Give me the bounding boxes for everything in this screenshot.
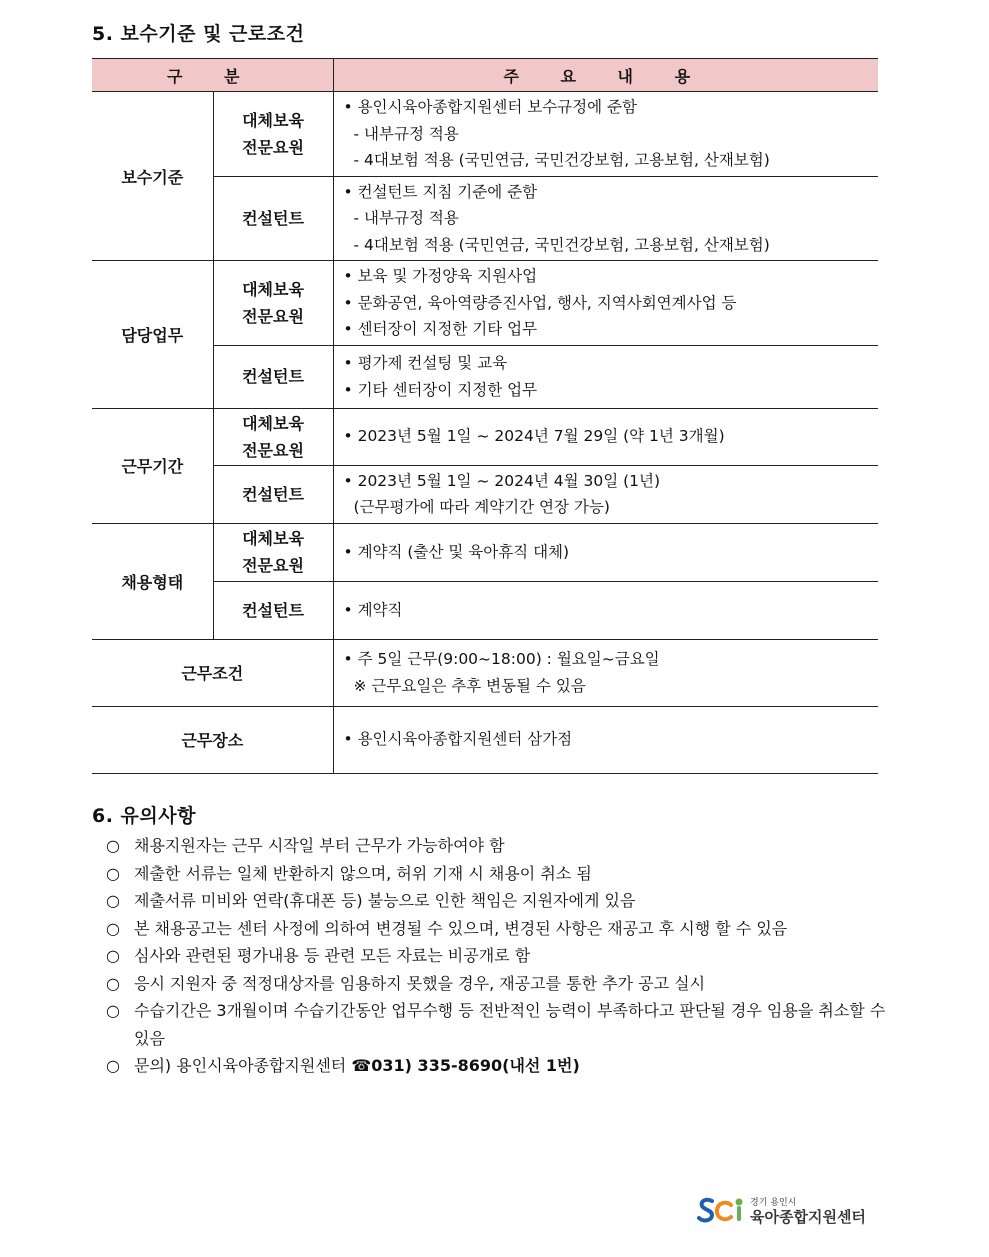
table-row [92,92,878,177]
list-item [106,1052,886,1080]
list-item [106,997,886,1052]
category-pay: 보수기준 [92,92,213,261]
content-line: - 내부규정 적용 [353,209,459,227]
subcategory-label [213,261,333,346]
table-header-row [92,59,878,92]
content-cell [333,581,878,639]
sci-logo-mark-icon [697,1195,749,1225]
contact-note [134,1052,886,1080]
content-line: • 계약직 (출산 및 육아휴직 대체) [343,542,570,561]
content-line: • 2023년 5월 1일 ~ 2024년 4월 30일 (1년) [343,471,661,490]
table-row [92,523,878,581]
circle-bullet-icon: ○ [106,973,120,993]
category-period: 근무기간 [92,408,213,523]
subcategory-text: 대체보육 전문요원 [242,413,304,460]
table-row [92,408,878,465]
subcategory-label: 컨설턴트 [213,345,333,408]
note-text: 채용지원자는 근무 시작일 부터 근무가 가능하여야 함 [134,836,505,855]
content-cell [333,345,878,408]
working-conditions-table [92,58,878,774]
content-line: • 평가제 컨설팅 및 교육 [343,354,508,372]
table-row [92,639,878,706]
logo-subtitle: 경기 용인시 [750,1198,797,1208]
category-duty: 담당업무 [92,261,213,409]
contact-prefix: 문의) 용인시육아종합지원센터 [134,1056,352,1075]
circle-bullet-icon: ○ [106,946,120,965]
note-text: 수습기간은 3개월이며 수습기간동안 업무수행 등 전반적인 능력이 부족하다고 판단될 경우 임용을 취소할 수 있음 [134,1001,886,1048]
circle-bullet-icon: ○ [106,1056,120,1075]
content-line: ※ 근무요일은 추후 변동될 수 있음 [353,676,586,695]
content-line: • 2023년 5월 1일 ~ 2024년 7월 29일 (약 1년 3개월) [343,427,725,446]
list-item [106,860,886,888]
section-6-title: 6. 유의사항 [92,805,196,827]
circle-bullet-icon: ○ [106,891,120,910]
contact-phone: ☎031) 335-8690(내선 1번) [351,1056,580,1075]
circle-bullet-icon: ○ [106,1001,120,1020]
circle-bullet-icon: ○ [106,863,120,883]
content-cell [333,408,878,465]
circle-bullet-icon: ○ [106,918,120,938]
content-line: • 용인시육아종합지원센터 보수규정에 준함 [343,98,637,116]
table-row [92,706,878,773]
content-line: - 4대보험 적용 (국민연금, 국민건강보험, 고용보험, 산재보험) [353,151,770,169]
category-conditions: 근무조건 [92,639,333,706]
content-line: • 보육 및 가정양육 지원사업 [343,267,538,285]
logo-title: 육아종합지원센터 [750,1208,866,1226]
content-line: (근무평가에 따라 계약기간 연장 가능) [353,498,610,516]
content-cell [333,176,878,261]
subcategory-text: 대체보육 전문요원 [242,279,304,326]
content-cell [333,639,878,706]
list-item [106,970,886,998]
category-employment: 채용형태 [92,523,213,639]
content-line: • 주 5일 근무(9:00~18:00) : 월요일~금요일 [343,650,660,668]
center-logo [697,1195,872,1227]
subcategory-label: 컨설턴트 [213,176,333,261]
list-item [106,832,886,860]
list-item [106,887,886,915]
subcategory-text: 대체보육 전문요원 [242,110,304,157]
subcategory-label: 컨설턴트 [213,581,333,639]
content-line: • 용인시육아종합지원센터 삼가점 [343,730,573,749]
subcategory-label: 컨설턴트 [213,465,333,523]
note-text: 본 채용공고는 센터 사정에 의하여 변경될 수 있으며, 변경된 사항은 재공고 후 시행 할 수 있음 [134,918,788,938]
content-line: • 센터장이 지정한 기타 업무 [343,320,538,338]
content-cell [333,465,878,523]
content-cell [333,261,878,346]
subcategory-text: 대체보육 전문요원 [242,529,304,575]
content-line: • 기타 센터장이 지정한 업무 [343,380,538,399]
table-row [92,261,878,346]
header-category: 구 분 [92,59,333,92]
content-line: • 계약직 [343,600,403,619]
content-line: • 문화공연, 육아역량증진사업, 행사, 지역사회연계사업 등 [343,293,737,312]
subcategory-label [213,92,333,177]
note-text: 응시 지원자 중 적정대상자를 임용하지 못했을 경우, 재공고를 통한 추가 공고 실시 [134,973,706,993]
content-cell [333,523,878,581]
circle-bullet-icon: ○ [106,836,120,855]
content-cell [333,706,878,773]
subcategory-label [213,523,333,581]
subcategory-label [213,408,333,465]
content-cell [333,92,878,177]
list-item [106,915,886,943]
notes-list [106,832,886,1080]
category-place: 근무장소 [92,706,333,773]
list-item [106,942,886,970]
note-text: 제출서류 미비와 연락(휴대폰 등) 불능으로 인한 책임은 지원자에게 있음 [134,891,636,910]
content-line: - 4대보험 적용 (국민연금, 국민건강보험, 고용보험, 산재보험) [353,235,770,254]
section-5-title: 5. 보수기준 및 근로조건 [92,23,305,45]
content-line: - 내부규정 적용 [353,124,459,143]
note-text: 제출한 서류는 일체 반환하지 않으며, 허위 기재 시 채용이 취소 됨 [134,863,592,883]
header-content: 주 요 내 용 [333,59,878,92]
content-line: • 컨설턴트 지침 기준에 준함 [343,182,538,201]
note-text: 심사와 관련된 평가내용 등 관련 모든 자료는 비공개로 함 [134,946,531,965]
